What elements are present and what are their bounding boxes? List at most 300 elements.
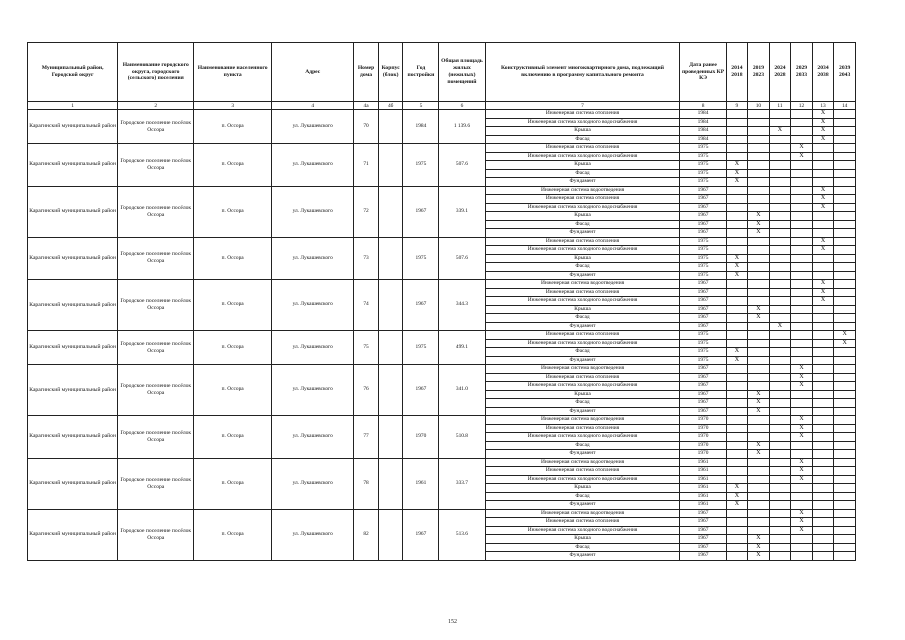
header-year-built: Год постройки — [403, 43, 439, 102]
period-mark-cell — [726, 399, 748, 408]
table-row — [28, 416, 856, 425]
period-mark-cell — [834, 552, 856, 561]
table-row — [28, 110, 856, 119]
element-name-cell: Инженерная система холодного водоснабжения — [485, 382, 680, 391]
element-name-cell: Инженерная система водоотведения — [485, 280, 680, 289]
period-mark-cell — [791, 535, 813, 544]
period-mark-cell — [748, 339, 770, 348]
period-mark-cell — [769, 254, 791, 263]
prev-repair-date-cell: 1967 — [680, 518, 726, 527]
period-mark-cell — [748, 501, 770, 510]
period-mark-cell — [834, 526, 856, 535]
period-mark-cell — [812, 535, 834, 544]
period-mark-cell — [834, 152, 856, 161]
year-built-cell: 1975 — [403, 331, 439, 365]
locality-cell: п. Оссора — [194, 416, 272, 459]
element-name-cell: Инженерная система водоотведения — [485, 186, 680, 195]
locality-cell: п. Оссора — [194, 186, 272, 237]
header-period: 2034 2038 — [812, 43, 834, 102]
period-mark-cell — [812, 543, 834, 552]
element-name-cell: Фундамент — [485, 178, 680, 187]
period-mark-cell — [726, 118, 748, 127]
period-mark-cell — [812, 178, 834, 187]
prev-repair-date-cell: 1961 — [680, 484, 726, 493]
house-number-cell: 71 — [354, 144, 379, 187]
period-mark-cell — [791, 501, 813, 510]
column-number: 2 — [118, 102, 194, 110]
element-name-cell: Инженерная система отопления — [485, 288, 680, 297]
year-built-cell: 1970 — [403, 416, 439, 459]
header-period: 2029 2033 — [791, 43, 813, 102]
prev-repair-date-cell: 1975 — [680, 356, 726, 365]
period-mark-cell — [812, 416, 834, 425]
year-built-cell: 1975 — [403, 144, 439, 187]
prev-repair-date-cell: 1970 — [680, 416, 726, 425]
prev-repair-date-cell: 1961 — [680, 458, 726, 467]
period-mark-cell — [834, 246, 856, 255]
prev-repair-date-cell: 1967 — [680, 365, 726, 374]
district-cell: Карагинский муниципальный район — [28, 237, 118, 280]
period-mark-cell — [769, 441, 791, 450]
period-mark-cell — [834, 543, 856, 552]
period-mark-cell — [748, 518, 770, 527]
period-mark-cell — [834, 229, 856, 238]
period-mark-cell — [748, 110, 770, 119]
period-mark-cell — [791, 280, 813, 289]
header-element: Конструктивный элемент многоквартирного дома, подлежащий включению в программу капитального ремонта — [485, 43, 680, 102]
period-mark-cell — [812, 339, 834, 348]
period-mark-cell — [748, 348, 770, 357]
prev-repair-date-cell: 1967 — [680, 305, 726, 314]
period-mark-cell — [791, 220, 813, 229]
period-mark-cell — [748, 118, 770, 127]
period-mark-cell — [812, 373, 834, 382]
period-mark-cell — [726, 135, 748, 144]
period-mark-cell — [791, 484, 813, 493]
column-number: 7 — [485, 102, 680, 110]
prev-repair-date-cell: 1970 — [680, 433, 726, 442]
period-mark-cell — [834, 467, 856, 476]
element-name-cell: Инженерная система отопления — [485, 424, 680, 433]
period-mark-cell: X — [791, 152, 813, 161]
header-area: Общая площадь жилых (нежилых) помещений — [439, 43, 485, 102]
column-number: 11 — [769, 102, 791, 110]
prev-repair-date-cell: 1961 — [680, 475, 726, 484]
period-mark-cell — [769, 467, 791, 476]
period-mark-cell — [834, 484, 856, 493]
column-number-row — [28, 102, 856, 110]
period-mark-cell — [834, 509, 856, 518]
period-mark-cell — [769, 331, 791, 340]
street-cell: ул. Лукашевского — [272, 110, 354, 144]
period-mark-cell — [834, 135, 856, 144]
period-mark-cell: X — [834, 331, 856, 340]
period-mark-cell — [834, 399, 856, 408]
period-mark-cell — [769, 518, 791, 527]
period-mark-cell — [769, 424, 791, 433]
table-row — [28, 144, 856, 153]
column-number: 13 — [812, 102, 834, 110]
element-name-cell: Фундамент — [485, 322, 680, 331]
period-mark-cell — [834, 348, 856, 357]
element-name-cell: Фасад — [485, 220, 680, 229]
element-name-cell: Инженерная система водоотведения — [485, 509, 680, 518]
period-mark-cell: X — [812, 195, 834, 204]
period-mark-cell — [748, 492, 770, 501]
prev-repair-date-cell: 1975 — [680, 246, 726, 255]
column-number: 1 — [28, 102, 118, 110]
period-mark-cell — [726, 127, 748, 136]
period-mark-cell — [834, 118, 856, 127]
period-mark-cell — [748, 288, 770, 297]
period-mark-cell — [769, 339, 791, 348]
period-mark-cell — [812, 441, 834, 450]
period-mark-cell: X — [812, 280, 834, 289]
period-mark-cell — [791, 110, 813, 119]
element-name-cell: Фасад — [485, 492, 680, 501]
house-group — [28, 110, 856, 144]
settlement-cell: Городское поселение посёлок Оссора — [118, 280, 194, 331]
period-mark-cell — [769, 305, 791, 314]
period-mark-cell: X — [791, 365, 813, 374]
settlement-cell: Городское поселение посёлок Оссора — [118, 110, 194, 144]
period-mark-cell — [834, 195, 856, 204]
period-mark-cell: X — [748, 407, 770, 416]
street-cell: ул. Лукашевского — [272, 144, 354, 187]
period-mark-cell: X — [748, 314, 770, 323]
period-mark-cell — [812, 458, 834, 467]
period-mark-cell — [748, 144, 770, 153]
period-mark-cell — [791, 195, 813, 204]
settlement-cell: Городское поселение посёлок Оссора — [118, 416, 194, 459]
period-mark-cell — [834, 535, 856, 544]
period-mark-cell — [748, 458, 770, 467]
element-name-cell: Инженерная система отопления — [485, 518, 680, 527]
period-mark-cell: X — [812, 135, 834, 144]
korpus-cell — [378, 280, 403, 331]
district-cell: Карагинский муниципальный район — [28, 509, 118, 560]
column-number: 4 — [272, 102, 354, 110]
year-built-cell: 1967 — [403, 186, 439, 237]
house-group — [28, 416, 856, 459]
element-name-cell: Инженерная система холодного водоснабжения — [485, 297, 680, 306]
period-mark-cell — [791, 322, 813, 331]
period-mark-cell — [834, 110, 856, 119]
period-mark-cell — [834, 424, 856, 433]
period-mark-cell: X — [791, 144, 813, 153]
period-mark-cell — [834, 237, 856, 246]
korpus-cell — [378, 416, 403, 459]
period-mark-cell — [834, 492, 856, 501]
element-name-cell: Фасад — [485, 314, 680, 323]
area-cell: 344.3 — [439, 280, 485, 331]
period-mark-cell: X — [812, 118, 834, 127]
period-mark-cell: X — [791, 373, 813, 382]
settlement-cell: Городское поселение посёлок Оссора — [118, 237, 194, 280]
period-mark-cell — [791, 314, 813, 323]
korpus-cell — [378, 144, 403, 187]
house-group — [28, 237, 856, 280]
period-mark-cell — [812, 220, 834, 229]
prev-repair-date-cell: 1967 — [680, 203, 726, 212]
period-mark-cell — [834, 390, 856, 399]
table-row — [28, 458, 856, 467]
column-number: 10 — [748, 102, 770, 110]
period-mark-cell — [791, 492, 813, 501]
element-name-cell: Инженерная система отопления — [485, 110, 680, 119]
prev-repair-date-cell: 1967 — [680, 322, 726, 331]
period-mark-cell — [769, 373, 791, 382]
period-mark-cell — [748, 135, 770, 144]
period-mark-cell — [726, 195, 748, 204]
period-mark-cell — [726, 297, 748, 306]
year-built-cell: 1984 — [403, 110, 439, 144]
house-number-cell: 70 — [354, 110, 379, 144]
period-mark-cell — [769, 501, 791, 510]
period-mark-cell — [748, 271, 770, 280]
period-mark-cell — [748, 356, 770, 365]
period-mark-cell — [726, 382, 748, 391]
element-name-cell: Крыша — [485, 254, 680, 263]
period-mark-cell — [791, 169, 813, 178]
period-mark-cell — [769, 297, 791, 306]
period-mark-cell — [834, 518, 856, 527]
period-mark-cell — [726, 365, 748, 374]
period-mark-cell — [812, 169, 834, 178]
period-mark-cell: X — [726, 161, 748, 170]
period-mark-cell — [791, 288, 813, 297]
area-cell: 341.0 — [439, 365, 485, 416]
period-mark-cell — [791, 450, 813, 459]
period-mark-cell: X — [748, 535, 770, 544]
header-period: 2019 2023 — [748, 43, 770, 102]
period-mark-cell — [812, 152, 834, 161]
area-cell: 513.6 — [439, 509, 485, 560]
period-mark-cell — [726, 518, 748, 527]
settlement-cell: Городское поселение посёлок Оссора — [118, 186, 194, 237]
locality-cell: п. Оссора — [194, 280, 272, 331]
period-mark-cell — [791, 263, 813, 272]
period-mark-cell — [769, 399, 791, 408]
period-mark-cell — [748, 161, 770, 170]
period-mark-cell — [748, 280, 770, 289]
period-mark-cell: X — [748, 212, 770, 221]
period-mark-cell — [791, 186, 813, 195]
period-mark-cell — [769, 152, 791, 161]
area-cell: 507.6 — [439, 237, 485, 280]
period-mark-cell: X — [726, 178, 748, 187]
period-mark-cell — [726, 433, 748, 442]
element-name-cell: Инженерная система отопления — [485, 467, 680, 476]
period-mark-cell — [726, 424, 748, 433]
header-locality: Наименование населенного пункта — [194, 43, 272, 102]
period-mark-cell — [812, 365, 834, 374]
element-name-cell: Инженерная система холодного водоснабжения — [485, 246, 680, 255]
column-number: 14 — [834, 102, 856, 110]
element-name-cell: Фундамент — [485, 356, 680, 365]
period-mark-cell — [791, 237, 813, 246]
district-cell: Карагинский муниципальный район — [28, 144, 118, 187]
period-mark-cell — [769, 552, 791, 561]
period-mark-cell — [726, 526, 748, 535]
period-mark-cell — [834, 280, 856, 289]
period-mark-cell: X — [812, 127, 834, 136]
period-mark-cell — [834, 305, 856, 314]
element-name-cell: Фасад — [485, 348, 680, 357]
element-name-cell: Инженерная система холодного водоснабжения — [485, 433, 680, 442]
period-mark-cell — [726, 373, 748, 382]
period-mark-cell — [834, 178, 856, 187]
period-mark-cell — [726, 220, 748, 229]
header-period: 2039 2043 — [834, 43, 856, 102]
period-mark-cell — [791, 229, 813, 238]
period-mark-cell: X — [812, 186, 834, 195]
period-mark-cell — [748, 254, 770, 263]
period-mark-cell — [748, 331, 770, 340]
period-mark-cell — [726, 535, 748, 544]
period-mark-cell — [812, 509, 834, 518]
element-name-cell: Крыша — [485, 484, 680, 493]
period-mark-cell: X — [791, 475, 813, 484]
element-name-cell: Фасад — [485, 543, 680, 552]
period-mark-cell — [769, 212, 791, 221]
prev-repair-date-cell: 1967 — [680, 399, 726, 408]
prev-repair-date-cell: 1975 — [680, 178, 726, 187]
district-cell: Карагинский муниципальный район — [28, 331, 118, 365]
prev-repair-date-cell: 1967 — [680, 373, 726, 382]
period-mark-cell — [726, 229, 748, 238]
period-mark-cell — [726, 203, 748, 212]
period-mark-cell — [812, 450, 834, 459]
period-mark-cell — [812, 501, 834, 510]
settlement-cell: Городское поселение посёлок Оссора — [118, 331, 194, 365]
period-mark-cell — [748, 186, 770, 195]
district-cell: Карагинский муниципальный район — [28, 416, 118, 459]
period-mark-cell — [769, 314, 791, 323]
period-mark-cell: X — [834, 339, 856, 348]
period-mark-cell — [726, 509, 748, 518]
period-mark-cell — [812, 144, 834, 153]
period-mark-cell: X — [726, 348, 748, 357]
period-mark-cell — [812, 348, 834, 357]
period-mark-cell — [726, 458, 748, 467]
prev-repair-date-cell: 1967 — [680, 195, 726, 204]
period-mark-cell — [834, 212, 856, 221]
period-mark-cell — [769, 169, 791, 178]
prev-repair-date-cell: 1967 — [680, 297, 726, 306]
period-mark-cell — [726, 305, 748, 314]
period-mark-cell — [791, 246, 813, 255]
period-mark-cell — [812, 399, 834, 408]
period-mark-cell — [769, 288, 791, 297]
period-mark-cell — [791, 254, 813, 263]
street-cell: ул. Лукашевского — [272, 365, 354, 416]
period-mark-cell — [812, 484, 834, 493]
period-mark-cell — [769, 492, 791, 501]
element-name-cell: Фундамент — [485, 407, 680, 416]
prev-repair-date-cell: 1961 — [680, 501, 726, 510]
header-korpus: Корпус (блок) — [378, 43, 403, 102]
year-built-cell: 1967 — [403, 280, 439, 331]
period-mark-cell — [769, 509, 791, 518]
house-number-cell: 78 — [354, 458, 379, 509]
table-row — [28, 280, 856, 289]
house-group — [28, 331, 856, 365]
period-mark-cell — [748, 373, 770, 382]
period-mark-cell — [726, 322, 748, 331]
repair-program-sheet — [27, 42, 856, 561]
locality-cell: п. Оссора — [194, 144, 272, 187]
period-mark-cell — [726, 407, 748, 416]
period-mark-cell — [791, 161, 813, 170]
element-name-cell: Фундамент — [485, 229, 680, 238]
prev-repair-date-cell: 1975 — [680, 271, 726, 280]
prev-repair-date-cell: 1961 — [680, 467, 726, 476]
street-cell: ул. Лукашевского — [272, 186, 354, 237]
korpus-cell — [378, 110, 403, 144]
period-mark-cell — [834, 475, 856, 484]
period-mark-cell — [791, 356, 813, 365]
period-mark-cell: X — [748, 305, 770, 314]
column-number: 9 — [726, 102, 748, 110]
prev-repair-date-cell: 1970 — [680, 441, 726, 450]
period-mark-cell — [769, 135, 791, 144]
period-mark-cell — [834, 144, 856, 153]
prev-repair-date-cell: 1967 — [680, 212, 726, 221]
period-mark-cell — [834, 254, 856, 263]
period-mark-cell: X — [791, 382, 813, 391]
period-mark-cell — [834, 186, 856, 195]
period-mark-cell — [791, 305, 813, 314]
period-mark-cell — [791, 178, 813, 187]
element-name-cell: Инженерная система холодного водоснабжения — [485, 118, 680, 127]
period-mark-cell — [748, 416, 770, 425]
prev-repair-date-cell: 1967 — [680, 509, 726, 518]
period-mark-cell — [748, 127, 770, 136]
period-mark-cell — [726, 152, 748, 161]
period-mark-cell — [769, 475, 791, 484]
period-mark-cell — [812, 305, 834, 314]
settlement-cell: Городское поселение посёлок Оссора — [118, 144, 194, 187]
element-name-cell: Фундамент — [485, 552, 680, 561]
period-mark-cell — [769, 526, 791, 535]
area-cell: 339.1 — [439, 186, 485, 237]
district-cell: Карагинский муниципальный район — [28, 458, 118, 509]
element-name-cell: Крыша — [485, 127, 680, 136]
period-mark-cell — [834, 373, 856, 382]
period-mark-cell — [748, 365, 770, 374]
prev-repair-date-cell: 1967 — [680, 407, 726, 416]
period-mark-cell — [834, 161, 856, 170]
settlement-cell: Городское поселение посёлок Оссора — [118, 509, 194, 560]
period-mark-cell: X — [748, 220, 770, 229]
period-mark-cell — [769, 543, 791, 552]
period-mark-cell — [812, 407, 834, 416]
period-mark-cell — [726, 212, 748, 221]
period-mark-cell: X — [726, 356, 748, 365]
period-mark-cell — [748, 246, 770, 255]
period-mark-cell — [769, 178, 791, 187]
house-number-cell: 77 — [354, 416, 379, 459]
period-mark-cell — [726, 467, 748, 476]
period-mark-cell — [834, 169, 856, 178]
period-mark-cell — [748, 322, 770, 331]
period-mark-cell — [769, 382, 791, 391]
element-name-cell: Крыша — [485, 212, 680, 221]
period-mark-cell — [769, 203, 791, 212]
header-settlement: Наименование городского округа, городского (сельского) поселения — [118, 43, 194, 102]
period-mark-cell — [834, 220, 856, 229]
